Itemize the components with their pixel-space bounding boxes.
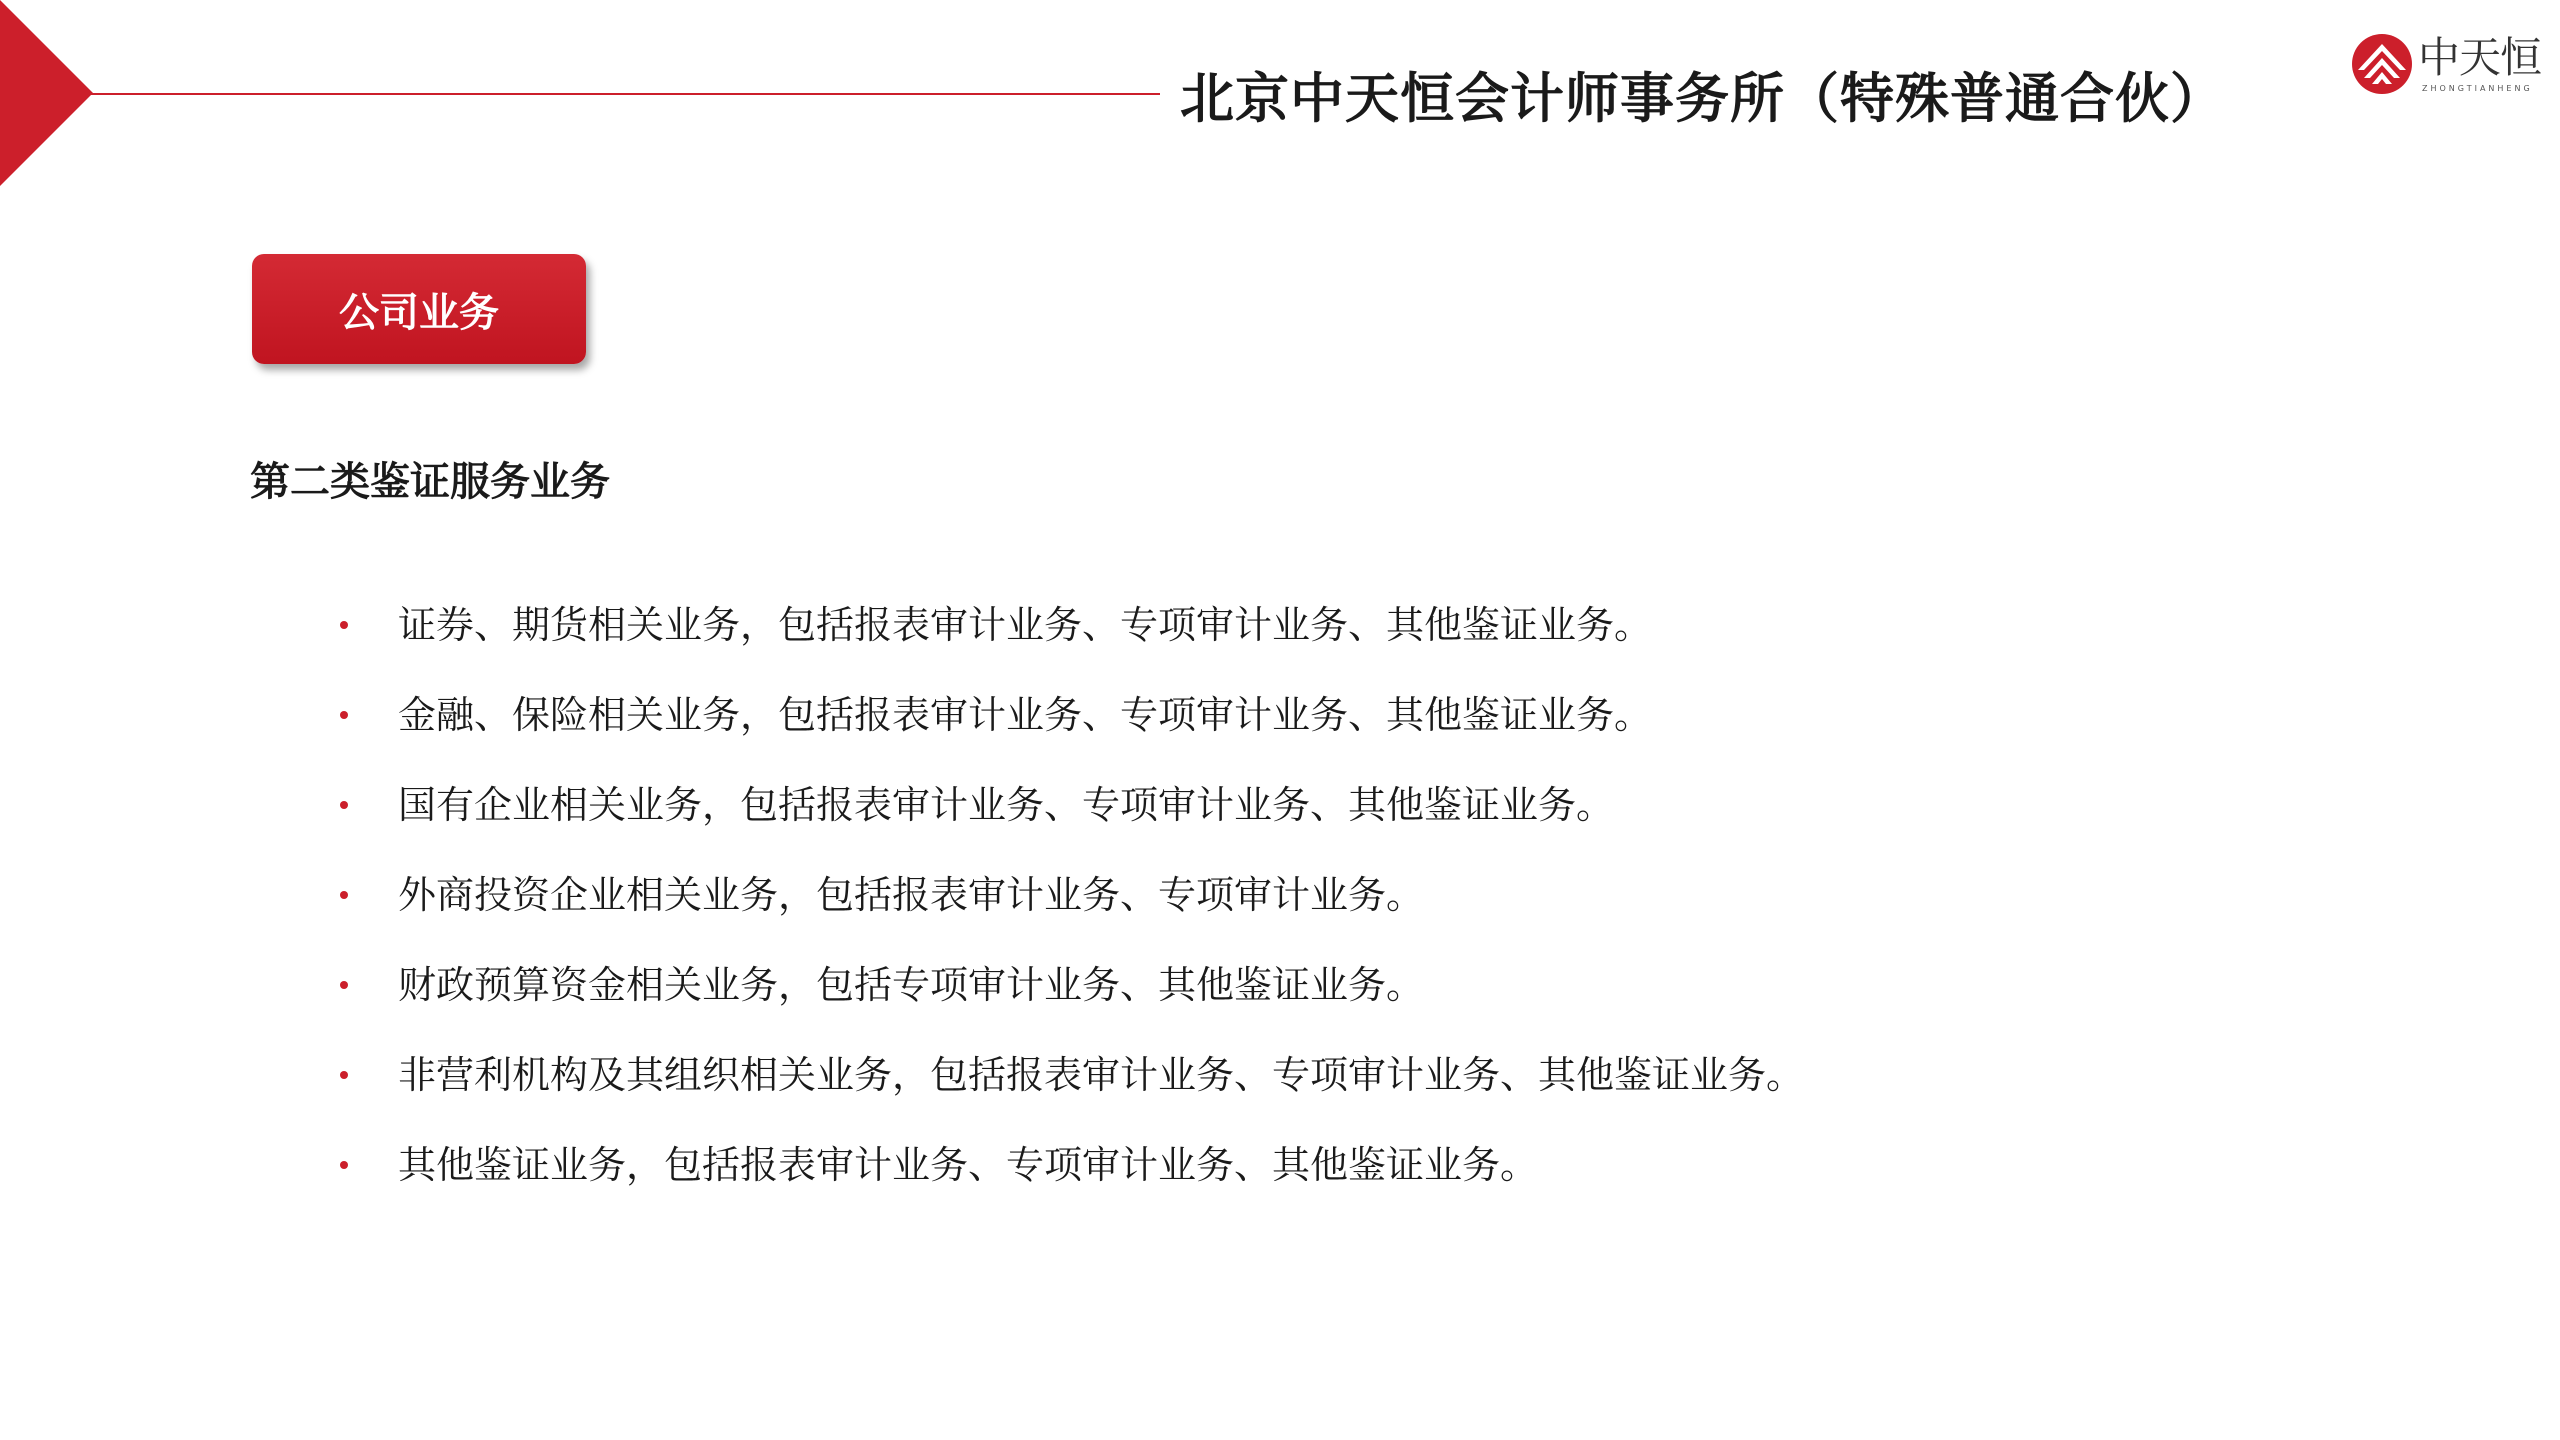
bullet-icon [340,891,348,899]
bullet-icon [340,1071,348,1079]
list-item-text: 国有企业相关业务，包括报表审计业务、专项审计业务、其他鉴证业务。 [398,783,1615,827]
section-subheading: 第二类鉴证服务业务 [250,459,610,505]
list-item-text: 财政预算资金相关业务，包括专项审计业务、其他鉴证业务。 [398,963,1425,1007]
list-item-text: 非营利机构及其组织相关业务，包括报表审计业务、专项审计业务、其他鉴证业务。 [398,1053,1805,1097]
bullet-icon [340,621,348,629]
list-item-text: 金融、保险相关业务，包括报表审计业务、专项审计业务、其他鉴证业务。 [398,693,1653,737]
zhongtianheng-logo-icon [2350,32,2414,96]
section-badge-label: 公司业务 [339,289,499,336]
list-item-text: 外商投资企业相关业务，包括报表审计业务、专项审计业务。 [398,873,1425,917]
bullet-icon [340,1161,348,1169]
company-logo [2350,32,2542,102]
list-item-text: 其他鉴证业务，包括报表审计业务、专项审计业务、其他鉴证业务。 [398,1143,1539,1187]
logo-subtext: ZHONGTIANHENG [2422,84,2533,93]
bullet-icon [340,981,348,989]
company-title: 北京中天恒会计师事务所（特殊普通合伙） [1180,66,2225,130]
logo-text: 中天恒 [2418,33,2542,82]
bullet-icon [340,801,348,809]
corner-triangle-decoration [0,0,93,186]
section-badge [252,254,586,364]
bullet-icon [340,711,348,719]
header-rule [88,93,1160,95]
list-item-text: 证券、期货相关业务，包括报表审计业务、专项审计业务、其他鉴证业务。 [398,603,1653,647]
